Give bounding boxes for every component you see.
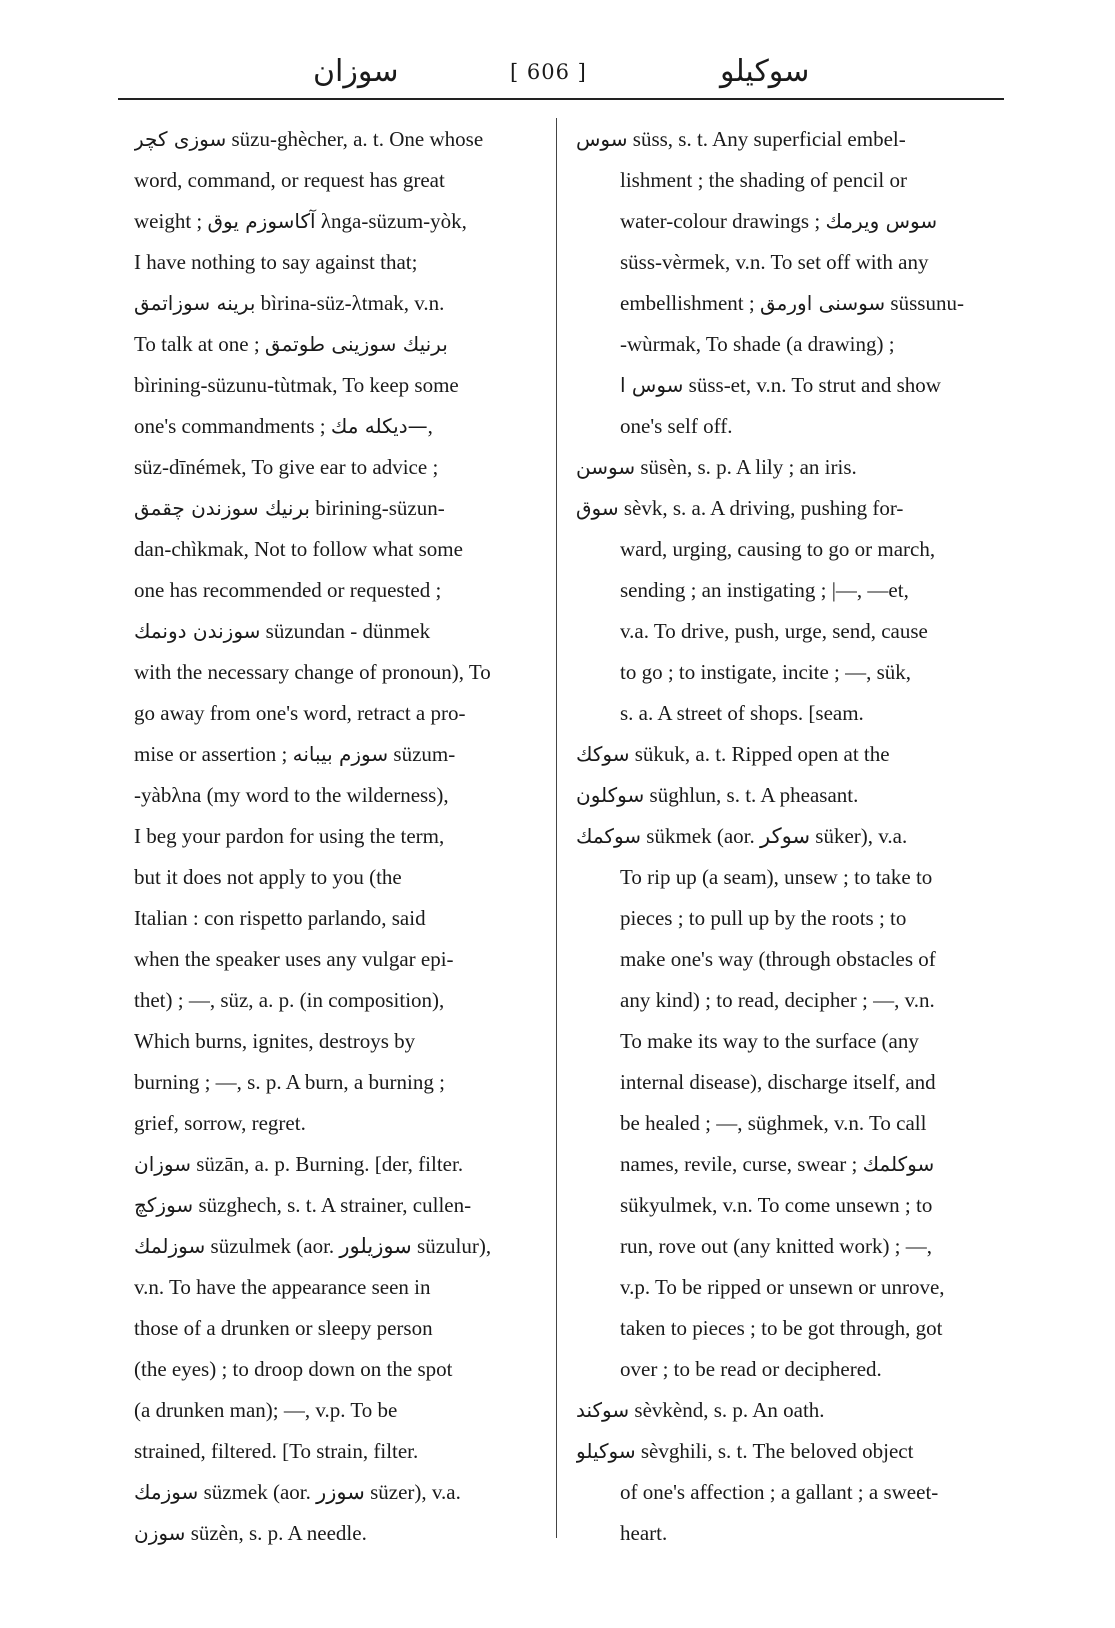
transliteration-text: Italian : con rispetto parlando, said — [134, 906, 426, 930]
arabic-script-text: سوزلمك — [134, 1234, 206, 1258]
dictionary-line — [576, 898, 984, 939]
dictionary-line — [576, 1185, 984, 1226]
transliteration-text: süss, s. t. Any superficial embel- — [627, 127, 906, 151]
transliteration-text: süss-vèrmek, v.n. To set off with any — [620, 250, 929, 274]
dictionary-line — [576, 201, 984, 242]
dictionary-line — [576, 324, 984, 365]
transliteration-text: bìrining-süzunu-tùtmak, To keep some — [134, 373, 459, 397]
dictionary-line — [576, 980, 984, 1021]
transliteration-text: bìrina-süz-λtmak, v.n. — [255, 291, 445, 315]
dictionary-line — [134, 201, 540, 242]
transliteration-text: to go ; to instigate, incite ; —, sük, — [620, 660, 912, 684]
transliteration-text: one has recommended or requested ; — [134, 578, 442, 602]
transliteration-text: s. a. A street of shops. [seam. — [620, 701, 864, 725]
transliteration-text: be healed ; —, süghmek, v.n. To call — [620, 1111, 927, 1135]
transliteration-text: To rip up (a seam), unsew ; to take to — [620, 865, 933, 889]
dictionary-line — [576, 857, 984, 898]
transliteration-text: sèvkènd, s. p. An oath. — [629, 1398, 825, 1422]
arabic-script-text: سوکند — [576, 1398, 630, 1422]
transliteration-text: süzghech, s. t. A strainer, cullen- — [193, 1193, 472, 1217]
transliteration-text: sükmek (aor. سوکر süker), v.a. — [641, 824, 908, 848]
dictionary-line — [134, 1103, 540, 1144]
dictionary-line — [134, 488, 540, 529]
arabic-script-text: سوزمك — [134, 1480, 199, 1504]
running-head-left: سوزان — [313, 54, 399, 89]
right-column — [576, 119, 984, 1554]
running-head-right: سوکیلو — [720, 54, 810, 89]
transliteration-text: with the necessary change of pronoun), To — [134, 660, 491, 684]
transliteration-text: -yàbλna (my word to the wilderness), — [134, 783, 449, 807]
dictionary-line — [134, 1267, 540, 1308]
transliteration-text: süghlun, s. t. A pheasant. — [644, 783, 859, 807]
transliteration-text: Which burns, ignites, destroys by — [134, 1029, 416, 1053]
dictionary-line — [576, 119, 984, 160]
dictionary-line — [576, 1472, 984, 1513]
transliteration-text: ward, urging, causing to go or march, — [620, 537, 936, 561]
dictionary-line — [134, 119, 540, 160]
dictionary-line — [576, 283, 984, 324]
transliteration-text: süzundan - dünmek — [260, 619, 431, 643]
dictionary-line — [134, 529, 540, 570]
dictionary-line — [134, 693, 540, 734]
dictionary-line — [134, 857, 540, 898]
transliteration-text: of one's affection ; a gallant ; a sweet- — [620, 1480, 939, 1504]
arabic-script-text: سوزی کچر — [134, 127, 227, 151]
dictionary-line — [134, 283, 540, 324]
transliteration-text: v.p. To be ripped or unsewn or unrove, — [620, 1275, 945, 1299]
dictionary-line — [134, 160, 540, 201]
dictionary-line — [134, 1513, 540, 1554]
dictionary-line — [134, 1226, 540, 1267]
dictionary-line — [134, 1472, 540, 1513]
dictionary-line — [134, 1144, 540, 1185]
dictionary-line — [576, 1062, 984, 1103]
arabic-script-text: سوکك — [576, 742, 630, 766]
transliteration-text: , — [427, 414, 433, 438]
dictionary-line — [576, 406, 984, 447]
dictionary-line — [134, 898, 540, 939]
arabic-script-text: سوزان — [134, 1152, 191, 1176]
transliteration-text: sèvghili, s. t. The beloved object — [635, 1439, 914, 1463]
dictionary-line — [576, 529, 984, 570]
transliteration-text: those of a drunken or sleepy person — [134, 1316, 433, 1340]
header-rule — [118, 98, 1004, 100]
dictionary-line — [576, 570, 984, 611]
arabic-script-text: سوس ویرمك — [825, 209, 938, 233]
left-column — [134, 119, 540, 1554]
dictionary-line — [576, 1226, 984, 1267]
arabic-script-text: سوکیلو — [576, 1439, 636, 1463]
transliteration-text: burning ; —, s. p. A burn, a burning ; — [134, 1070, 445, 1094]
arabic-script-text: سوکمك — [576, 824, 642, 848]
dictionary-line — [134, 447, 540, 488]
arabic-script-text: سوسن — [576, 455, 636, 479]
transliteration-text: sükyulmek, v.n. To come unsewn ; to — [620, 1193, 933, 1217]
transliteration-text: dan-chìkmak, Not to follow what some — [134, 537, 463, 561]
transliteration-text: süzèn, s. p. A needle. — [185, 1521, 367, 1545]
transliteration-text: süzu-ghècher, a. t. One whose — [226, 127, 484, 151]
dictionary-line — [576, 242, 984, 283]
arabic-script-text: برنیك سوزندن چقمق — [134, 496, 310, 520]
page-header — [115, 52, 1003, 92]
dictionary-line — [134, 406, 540, 447]
transliteration-text: when the speaker uses any vulgar epi- — [134, 947, 454, 971]
transliteration-text: süzān, a. p. Burning. [der, filter. — [191, 1152, 464, 1176]
arabic-script-text: سوزندن دونمك — [134, 619, 261, 643]
dictionary-line — [134, 1390, 540, 1431]
arabic-script-text: سوق — [576, 496, 619, 520]
page-number: [ 606 ] — [510, 60, 587, 84]
dictionary-line — [576, 1267, 984, 1308]
transliteration-text: v.n. To have the appearance seen in — [134, 1275, 431, 1299]
dictionary-line — [576, 365, 984, 406]
transliteration-text: embellishment ; — [620, 291, 760, 315]
transliteration-text: λnga-süzum-yòk, — [315, 209, 467, 233]
transliteration-text: lishment ; the shading of pencil or — [620, 168, 907, 192]
transliteration-text: To make its way to the surface (any — [620, 1029, 919, 1053]
dictionary-line — [134, 980, 540, 1021]
transliteration-text: birining-süzun- — [310, 496, 445, 520]
transliteration-text: word, command, or request has great — [134, 168, 445, 192]
dictionary-line — [134, 734, 540, 775]
transliteration-text: I have nothing to say against that; — [134, 250, 418, 274]
transliteration-text: taken to pieces ; to be got through, got — [620, 1316, 943, 1340]
transliteration-text: but it does not apply to you (the — [134, 865, 402, 889]
transliteration-text: heart. — [620, 1521, 668, 1545]
transliteration-text: mise or assertion ; — [134, 742, 293, 766]
dictionary-line — [576, 1103, 984, 1144]
transliteration-text: pieces ; to pull up by the roots ; to — [620, 906, 907, 930]
dictionary-line — [134, 816, 540, 857]
arabic-script-text: سوس ا — [620, 373, 684, 397]
transliteration-text: süzum- — [388, 742, 456, 766]
dictionary-line — [576, 1431, 984, 1472]
dictionary-line — [134, 1431, 540, 1472]
transliteration-text: süzulmek (aor. سوزیلور süzulur), — [205, 1234, 492, 1258]
transliteration-text: over ; to be read or deciphered. — [620, 1357, 882, 1381]
dictionary-line — [576, 1144, 984, 1185]
transliteration-text: (the eyes) ; to droop down on the spot — [134, 1357, 453, 1381]
transliteration-text: süsèn, s. p. A lily ; an iris. — [635, 455, 857, 479]
dictionary-line — [134, 242, 540, 283]
arabic-script-text: سوزکچ — [134, 1193, 194, 1217]
dictionary-line — [576, 734, 984, 775]
dictionary-line — [576, 652, 984, 693]
dictionary-line — [576, 1349, 984, 1390]
column-divider — [556, 118, 557, 1538]
dictionary-line — [134, 1185, 540, 1226]
dictionary-line — [576, 160, 984, 201]
dictionary-line — [134, 1349, 540, 1390]
arabic-script-text: سوزم بیبانه — [292, 742, 389, 766]
dictionary-line — [576, 447, 984, 488]
dictionary-line — [134, 1021, 540, 1062]
transliteration-text: süss-et, v.n. To strut and show — [683, 373, 941, 397]
dictionary-line — [134, 939, 540, 980]
transliteration-text: thet) ; —, süz, a. p. (in composition), — [134, 988, 445, 1012]
transliteration-text: strained, filtered. [To strain, filter. — [134, 1439, 419, 1463]
dictionary-line — [576, 939, 984, 980]
transliteration-text: one's self off. — [620, 414, 733, 438]
arabic-script-text: سوس — [576, 127, 628, 151]
transliteration-text: sükuk, a. t. Ripped open at the — [629, 742, 890, 766]
transliteration-text: -wùrmak, To shade (a drawing) ; — [620, 332, 895, 356]
dictionary-line — [134, 570, 540, 611]
dictionary-line — [576, 775, 984, 816]
transliteration-text: (a drunken man); —, v.p. To be — [134, 1398, 398, 1422]
dictionary-line — [576, 611, 984, 652]
transliteration-text: internal disease), discharge itself, and — [620, 1070, 936, 1094]
arabic-script-text: سوکلمك — [862, 1152, 935, 1176]
dictionary-line — [576, 488, 984, 529]
arabic-script-text: سوزن — [134, 1521, 186, 1545]
dictionary-line — [134, 611, 540, 652]
dictionary-line — [576, 1513, 984, 1554]
dictionary-line — [576, 1308, 984, 1349]
transliteration-text: süz-dīnémek, To give ear to advice ; — [134, 455, 439, 479]
transliteration-text: sèvk, s. a. A driving, pushing for- — [618, 496, 904, 520]
transliteration-text: I beg your pardon for using the term, — [134, 824, 445, 848]
transliteration-text: v.a. To drive, push, urge, send, cause — [620, 619, 928, 643]
transliteration-text: süzmek (aor. سوزر süzer), v.a. — [198, 1480, 461, 1504]
transliteration-text: names, revile, curse, swear ; — [620, 1152, 863, 1176]
dictionary-line — [576, 816, 984, 857]
dictionary-line — [576, 693, 984, 734]
transliteration-text: süssunu- — [885, 291, 964, 315]
transliteration-text: water-colour drawings ; — [620, 209, 826, 233]
transliteration-text: go away from one's word, retract a pro- — [134, 701, 466, 725]
dictionary-line — [134, 775, 540, 816]
dictionary-line — [134, 1308, 540, 1349]
dictionary-line — [134, 1062, 540, 1103]
arabic-script-text: آکاسوزم یوق — [207, 209, 316, 233]
transliteration-text: any kind) ; to read, decipher ; —, v.n. — [620, 988, 935, 1012]
transliteration-text: weight ; — [134, 209, 208, 233]
arabic-script-text: برینه سوزاتمق — [134, 291, 256, 315]
dictionary-line — [134, 324, 540, 365]
dictionary-line — [576, 1390, 984, 1431]
arabic-script-text: سوسنی اورمق — [759, 291, 886, 315]
transliteration-text: one's commandments ; — [134, 414, 331, 438]
transliteration-text: grief, sorrow, regret. — [134, 1111, 306, 1135]
dictionary-line — [134, 365, 540, 406]
transliteration-text: To talk at one ; — [134, 332, 265, 356]
dictionary-line — [134, 652, 540, 693]
arabic-script-text: —دیکله مك — [330, 414, 428, 438]
transliteration-text: make one's way (through obstacles of — [620, 947, 936, 971]
transliteration-text: sending ; an instigating ; |—, —et, — [620, 578, 909, 602]
transliteration-text: run, rove out (any knitted work) ; —, — [620, 1234, 933, 1258]
arabic-script-text: برنیك سوزینی طوتمق — [264, 332, 448, 356]
dictionary-line — [576, 1021, 984, 1062]
arabic-script-text: سوکلون — [576, 783, 645, 807]
